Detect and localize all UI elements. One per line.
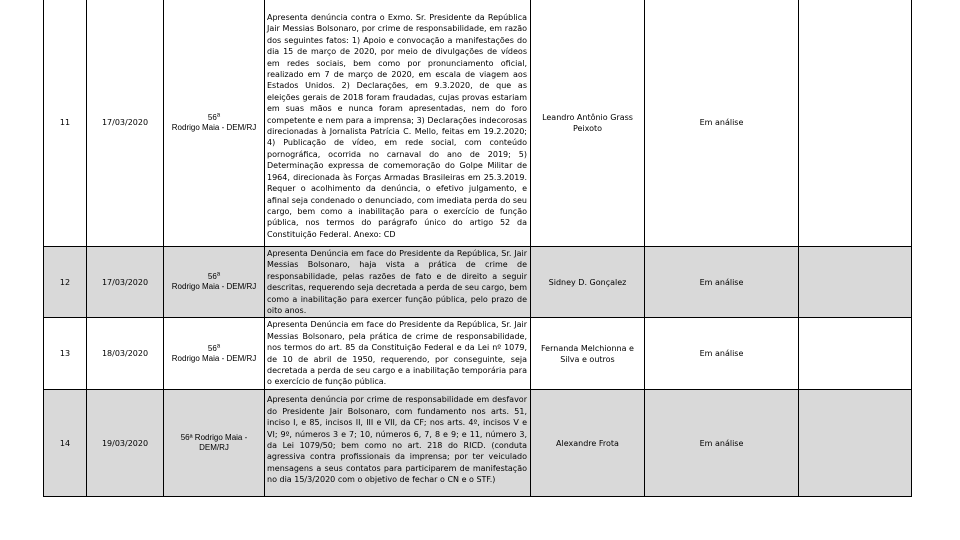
row-legislature-president bbox=[164, 0, 265, 247]
row-number: 13 bbox=[44, 318, 87, 390]
row-status: Em análise bbox=[645, 390, 799, 497]
chamber-president: Rodrigo Maia - DEM/RJ bbox=[171, 353, 257, 363]
row-status: Em análise bbox=[645, 318, 799, 390]
row-author: Leandro Antônio Grass Peixoto bbox=[531, 0, 645, 247]
row-legislature-president bbox=[164, 247, 265, 318]
row-number: 12 bbox=[44, 247, 87, 318]
row-notes bbox=[799, 247, 912, 318]
chamber-president: DEM/RJ bbox=[199, 443, 229, 453]
row-number: 14 bbox=[44, 390, 87, 497]
table-row bbox=[44, 247, 912, 318]
row-notes bbox=[799, 390, 912, 497]
row-notes bbox=[799, 318, 912, 390]
legislature-number: 56$^a$ bbox=[207, 271, 221, 282]
chamber-president: Rodrigo Maia - DEM/RJ bbox=[171, 123, 257, 132]
row-author: Fernanda Melchionna e Silva e outros bbox=[531, 318, 645, 390]
chamber-president: Rodrigo Maia - DEM/RJ bbox=[171, 282, 257, 292]
table-row bbox=[44, 390, 912, 497]
table-row bbox=[44, 0, 912, 247]
complaints-table bbox=[43, 0, 912, 497]
row-date: 18/03/2020 bbox=[87, 318, 164, 390]
row-author: Alexandre Frota bbox=[531, 390, 645, 497]
row-date: 17/03/2020 bbox=[87, 247, 164, 318]
row-legislature-president bbox=[164, 318, 265, 390]
row-description: Apresenta denúncia por crime de responsabilidade em desfavor do Presidente Jair Bolsonaro, com fundamento nos arts. 51, inciso I, e 85, incisos II, III e VII, da CF; nos arts. 4º, incisos V e VI; 9º, números 3 e 7; 10, números 6, 7, 8 e 9; e 11, número 3, da Lei 1079/50; bem como no art. 218 do RICD. (conduta agressiva contra profissionais da imprensa; por ter veiculado mensagens a seus contatos para participarem de manifestação no dia 15/3/2020 com o objetivo de fechar o CN e o STF.) bbox=[265, 390, 531, 497]
row-number: 11 bbox=[44, 0, 87, 247]
row-description: Apresenta denúncia contra o Exmo. Sr. Presidente da República Jair Messias Bolsonaro, por crime de responsabilidade, em razão dos seguintes fatos: 1) Apoio e convocação a manifestações do dia 15 de março de 2020, por meio de divulgações de vídeos em redes sociais, bem como por pronunciamento oficial, realizado em 7 de março de 2020, em escala de viagem aos Estados Unidos. 2) Declarações, em 9.3.2020, de que as eleições gerais de 2018 foram fraudadas, cujas provas estariam em suas mãos e nunca foram apresentadas, nem do foro competente e nem para a imprensa; 3) Declarações indecorosas direcionadas à Jornalista Patrícia C. Mello, feitas em 19.2.2020; 4) Publicação de vídeo, em rede social, com conteúdo pornográfica, ocorrida no carnaval do ano de 2019; 5) Determinação expressa de comemoração do Golpe Militar de 1964, direcionada às Forças Armadas Brasileiras em 25.3.2019. Requer o acolhimento da denúncia, o efetivo julgamento, e afinal seja condenado o denunciado, com imediata perda do seu cargo, bem como a inabilitação para o exercício de função pública, nos termos do parágrafo único do artigo 52 da Constituição Federal. Anexo: CD bbox=[265, 0, 531, 247]
row-notes bbox=[799, 0, 912, 247]
legislature-number: 56$^a$ bbox=[207, 112, 221, 122]
row-author: Sidney D. Gonçalez bbox=[531, 247, 645, 318]
legislature-president-line1: 56ª Rodrigo Maia - bbox=[180, 433, 248, 443]
row-date: 17/03/2020 bbox=[87, 0, 164, 247]
row-description: Apresenta Denúncia em face do Presidente da República, Sr. Jair Messias Bolsonaro, haja vista a prática de crime de responsabilidade, pelas razões de fato e de direito a seguir descritas, requerendo seja decretada a perda de seu cargo, bem como a inabilitação para exercer função pública, pelo prazo de oito anos. bbox=[265, 247, 531, 318]
row-legislature-president bbox=[164, 390, 265, 497]
table-row bbox=[44, 318, 912, 390]
row-status: Em análise bbox=[645, 0, 799, 247]
row-status: Em análise bbox=[645, 247, 799, 318]
row-date: 19/03/2020 bbox=[87, 390, 164, 497]
row-description: Apresenta Denúncia em face do Presidente da República, Sr. Jair Messias Bolsonaro, pela prática de crime de responsabilidade, nos termos do art. 85 da Constituição Federal e da Lei nº 1079, de 10 de abril de 1950, requerendo, por conseguinte, seja decretada a perda de seu cargo e a inabilitação temporária para o exercício de função pública. bbox=[265, 318, 531, 390]
legislature-number: 56$^a$ bbox=[207, 343, 221, 353]
